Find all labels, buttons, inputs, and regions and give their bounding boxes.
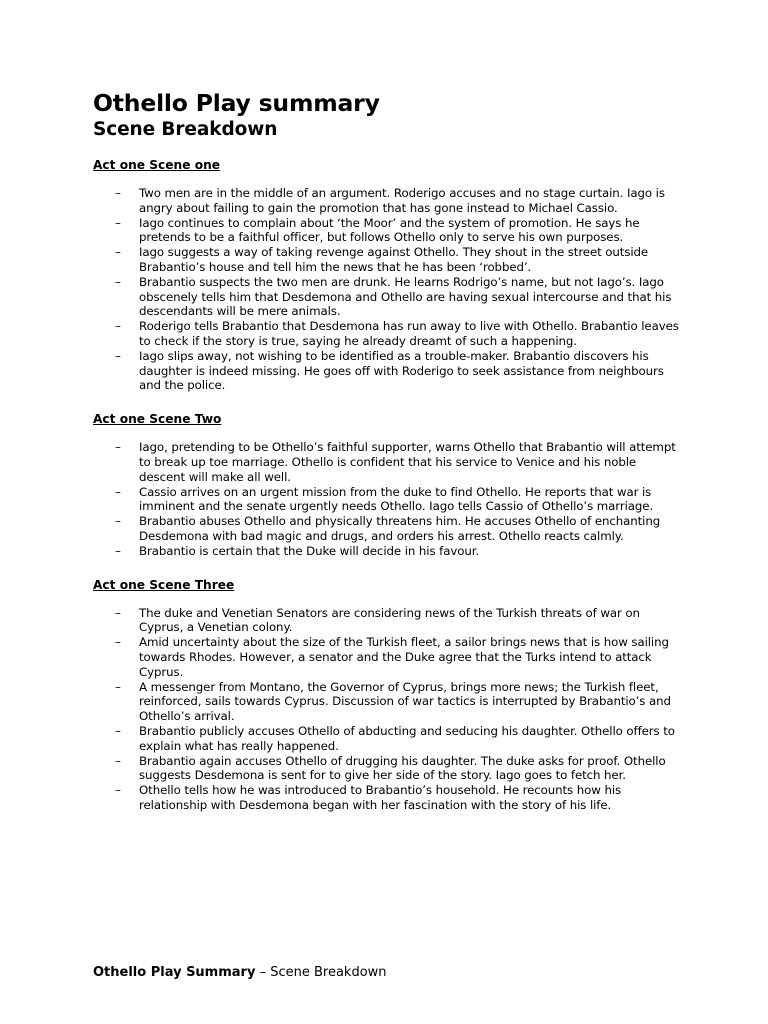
section-act1-scene1 bbox=[93, 156, 683, 393]
footer-separator: – bbox=[255, 965, 271, 980]
dash-bullet: – bbox=[115, 723, 121, 738]
dash-bullet: – bbox=[115, 245, 121, 260]
list-item-text: Iago continues to complain about ‘the Moor’ and the system of promotion. He says he pretends to be a faithful officer, but follows Othello only to serve his own purposes. bbox=[139, 215, 640, 245]
list-item-text: Othello tells how he was introduced to Brabantio’s household. He recounts how his relationship with Desdemona began with her fascination with the story of his life. bbox=[139, 783, 622, 812]
list-item bbox=[93, 245, 683, 275]
list-item bbox=[93, 635, 683, 679]
document-page bbox=[93, 88, 683, 830]
dash-bullet: – bbox=[115, 319, 121, 334]
page-footer bbox=[93, 964, 387, 982]
list-item bbox=[93, 606, 683, 636]
bullet-list bbox=[93, 440, 683, 558]
dash-bullet: – bbox=[115, 484, 121, 499]
list-item-text: Brabantio publicly accuses Othello of abducting and seducing his daughter. Othello offers to explain what has really happened. bbox=[139, 723, 675, 753]
footer-title: Othello Play Summary bbox=[93, 965, 256, 980]
list-item bbox=[93, 275, 683, 319]
list-item bbox=[93, 514, 683, 544]
list-item-text: Iago slips away, not wishing to be identified as a trouble-maker. Brabantio discovers his daughter is indeed missing. He goes off with Roderigo to seek assistance from neighbours and the police. bbox=[139, 348, 664, 393]
list-item-text: Iago suggests a way of taking revenge against Othello. They shout in the street outside Brabantio’s house and tell him the news that he has been ‘robbed’. bbox=[139, 245, 649, 274]
list-item-text: Cassio arrives on an urgent mission from the duke to find Othello. He reports that war is imminent and the senate urgently needs Othello. Iago tells Cassio of Othello’s marriage. bbox=[139, 484, 654, 514]
list-item-text: Brabantio suspects the two men are drunk. He learns Rodrigo’s name, but not Iago’s. Iago obscenely tells him that Desdemona and Othello are having sexual intercourse and that his descendants will be mere animals. bbox=[139, 274, 672, 319]
dash-bullet: – bbox=[115, 635, 121, 650]
dash-bullet: – bbox=[115, 274, 121, 289]
dash-bullet: – bbox=[115, 783, 121, 798]
list-item bbox=[93, 319, 683, 349]
list-item-text: Brabantio again accuses Othello of drugging his daughter. The duke asks for proof. Othello suggests Desdemona is sent for to give her side of the story. Iago goes to fetch her. bbox=[139, 753, 666, 783]
dash-bullet: – bbox=[115, 186, 121, 200]
dash-bullet: – bbox=[115, 753, 121, 768]
list-item-text: Roderigo tells Brabantio that Desdemona has run away to live with Othello. Brabantio leaves to check if the story is true, saying he already dreamt of such a happening. bbox=[139, 319, 679, 348]
list-item-text: Amid uncertainty about the size of the Turkish fleet, a sailor brings news that is how sailing towards Rhodes. However, a senator and the Duke agree that the Turks intend to attack Cyprus. bbox=[139, 635, 669, 679]
list-item bbox=[93, 349, 683, 393]
dash-bullet: – bbox=[115, 605, 121, 620]
section-heading: Act one Scene one bbox=[93, 158, 221, 172]
list-item bbox=[93, 544, 683, 559]
bullet-list bbox=[93, 606, 683, 813]
dash-bullet: – bbox=[115, 679, 121, 694]
dash-bullet: – bbox=[115, 543, 121, 558]
dash-bullet: – bbox=[115, 215, 121, 230]
list-item bbox=[93, 485, 683, 515]
list-item bbox=[93, 216, 683, 246]
list-item-text: Two men are in the middle of an argument. Roderigo accuses and no stage curtain. Iago is angry about failing to gain the promotion that has gone instead to Michael Cassio. bbox=[139, 186, 665, 215]
list-item bbox=[93, 440, 683, 484]
list-item-text: Iago, pretending to be Othello’s faithful supporter, warns Othello that Brabantio will attempt to break up toe marriage. Othello is confident that his service to Venice and his noble descent will make all well. bbox=[139, 440, 676, 484]
section-act1-scene2 bbox=[93, 410, 683, 558]
list-item bbox=[93, 724, 683, 754]
list-item bbox=[93, 680, 683, 724]
list-item-text: Brabantio abuses Othello and physically threatens him. He accuses Othello of enchanting Desdemona with bad magic and drugs, and orders his arrest. Othello reacts calmly. bbox=[139, 514, 661, 543]
footer-subtitle: Scene Breakdown bbox=[270, 965, 387, 980]
list-item bbox=[93, 754, 683, 784]
document-subtitle: Scene Breakdown bbox=[93, 119, 278, 140]
section-act1-scene3 bbox=[93, 576, 683, 813]
bullet-list bbox=[93, 186, 683, 393]
list-item bbox=[93, 186, 683, 216]
list-item-text: The duke and Venetian Senators are considering news of the Turkish threats of war on Cyprus, a Venetian colony. bbox=[139, 605, 640, 635]
list-item bbox=[93, 783, 683, 813]
section-heading: Act one Scene Three bbox=[93, 577, 235, 592]
document-title: Othello Play summary bbox=[93, 89, 380, 117]
list-item-text: Brabantio is certain that the Duke will decide in his favour. bbox=[139, 543, 480, 558]
dash-bullet: – bbox=[115, 514, 121, 529]
list-item-text: A messenger from Montano, the Governor of Cyprus, brings more news; the Turkish fleet, reinforced, sails towards Cyprus. Discussion of war tactics is interrupted by Brabantio’s and Othello’s arrival. bbox=[139, 679, 671, 724]
dash-bullet: – bbox=[115, 440, 121, 455]
dash-bullet: – bbox=[115, 348, 121, 363]
section-heading: Act one Scene Two bbox=[93, 412, 222, 427]
